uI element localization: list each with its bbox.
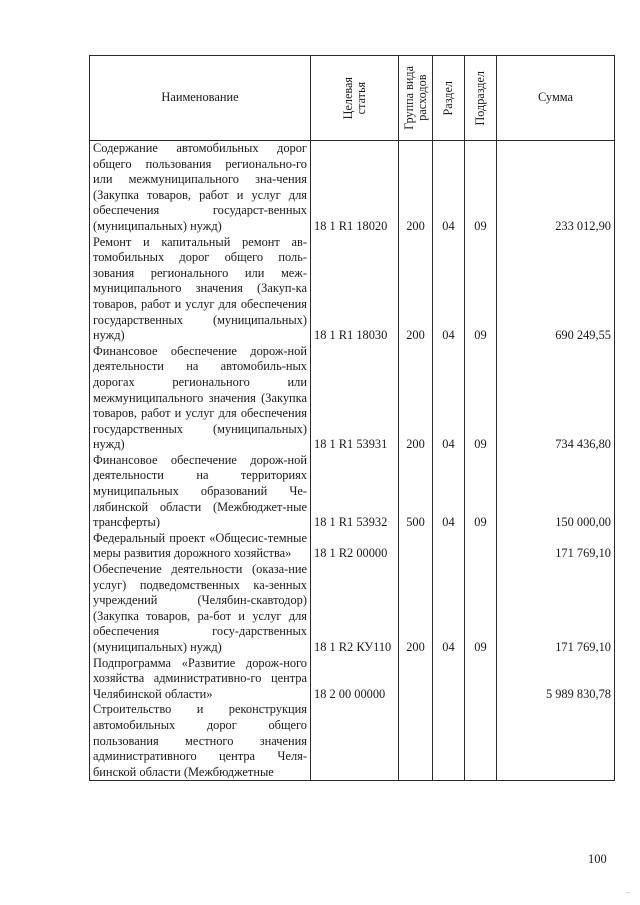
row-section: 04 — [433, 453, 465, 531]
row-target: 18 1 R2 00000 — [311, 531, 399, 562]
row-name: Федеральный проект «Общесис-темные меры развития дорожного хозяйства» — [90, 531, 311, 562]
table-row — [90, 531, 615, 562]
row-amount: 171 769,10 — [497, 531, 615, 562]
row-amount: 171 769,10 — [497, 562, 615, 656]
row-group: 500 — [399, 453, 433, 531]
table-row — [90, 562, 615, 656]
header-amount: Сумма — [497, 56, 615, 141]
row-target: 18 1 R1 18020 — [311, 141, 399, 235]
row-subsection — [465, 656, 497, 703]
corner-mark: .. — [626, 886, 630, 895]
row-section: 04 — [433, 235, 465, 344]
row-target: 18 1 R2 КУ110 — [311, 562, 399, 656]
table-row — [90, 141, 615, 235]
row-target: 18 1 R1 18030 — [311, 235, 399, 344]
row-amount: 233 012,90 — [497, 141, 615, 235]
row-group: 200 — [399, 344, 433, 453]
table-header-row — [90, 56, 615, 141]
row-group: 200 — [399, 141, 433, 235]
row-target — [311, 702, 399, 780]
header-name: Наименование — [90, 56, 311, 141]
row-name: Ремонт и капитальный ремонт ав-томобильных дорог общего поль-зования регионального или меж-муниципального значения (Закуп-ка товаров, работ и услуг для обеспечения государственных (муниципальных) нужд) — [90, 235, 311, 344]
row-amount: 5 989 830,78 — [497, 656, 615, 703]
header-group: Группа вида расходов — [399, 56, 433, 141]
row-subsection: 09 — [465, 562, 497, 656]
row-name: Подпрограмма «Развитие дорож-ного хозяйства административно-го центра Челябинской области» — [90, 656, 311, 703]
row-name: Содержание автомобильных дорог общего пользования регионально-го или межмуниципального зна-чения (Закупка товаров, работ и услуг для обеспечения государст-венных (муниципальных) нужд) — [90, 141, 311, 235]
row-target: 18 1 R1 53932 — [311, 453, 399, 531]
table-row — [90, 656, 615, 703]
row-subsection — [465, 702, 497, 780]
row-section: 04 — [433, 344, 465, 453]
row-section — [433, 531, 465, 562]
row-group — [399, 656, 433, 703]
row-subsection — [465, 531, 497, 562]
row-section — [433, 702, 465, 780]
row-group: 200 — [399, 235, 433, 344]
row-group: 200 — [399, 562, 433, 656]
page-number: 100 — [588, 852, 607, 866]
row-name: Строительство и реконструкция автомобильных дорог общего пользования местного значения административного центра Челя-бинской области (Межбюджетные — [90, 702, 311, 780]
row-amount — [497, 702, 615, 780]
header-section: Раздел — [433, 56, 465, 141]
row-amount: 150 000,00 — [497, 453, 615, 531]
row-target: 18 2 00 00000 — [311, 656, 399, 703]
row-name: Финансовое обеспечение дорож-ной деятельности на территориях муниципальных образований Че-лябинской области (Межбюджет-ные трансферты) — [90, 453, 311, 531]
row-name: Обеспечение деятельности (оказа-ние услуг) подведомственных ка-зенных учреждений (Челябин-скавтодор) (Закупка товаров, ра-бот и услуг для обеспечения госу-дарственных (муниципальных) нужд) — [90, 562, 311, 656]
row-subsection: 09 — [465, 453, 497, 531]
row-group — [399, 702, 433, 780]
header-subsection: Подраздел — [465, 56, 497, 141]
table-row — [90, 344, 615, 453]
table-row — [90, 702, 615, 780]
row-amount: 734 436,80 — [497, 344, 615, 453]
row-amount: 690 249,55 — [497, 235, 615, 344]
row-section: 04 — [433, 562, 465, 656]
table-row — [90, 453, 615, 531]
row-section — [433, 656, 465, 703]
table-row — [90, 235, 615, 344]
row-section: 04 — [433, 141, 465, 235]
row-group — [399, 531, 433, 562]
row-subsection: 09 — [465, 141, 497, 235]
row-target: 18 1 R1 53931 — [311, 344, 399, 453]
budget-table — [89, 55, 615, 781]
header-target: Целевая статья — [311, 56, 399, 141]
row-subsection: 09 — [465, 344, 497, 453]
row-name: Финансовое обеспечение дорож-ной деятельности на автомобиль-ных дорогах регионального или межмуниципального значения (Закупка товаров, работ и услуг для обеспечения государственных (муниципальных) нужд) — [90, 344, 311, 453]
row-subsection: 09 — [465, 235, 497, 344]
